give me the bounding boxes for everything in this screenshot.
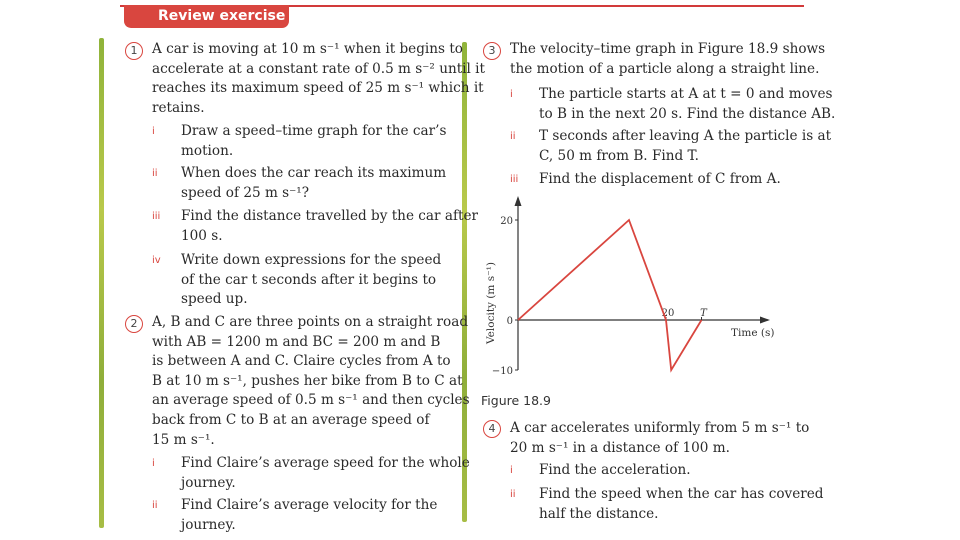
x-tick-label: T — [700, 308, 707, 319]
text-line: journey. — [181, 516, 236, 533]
text-line: 15 m s⁻¹. — [152, 431, 215, 448]
text-line: Find the speed when the car has covered — [539, 486, 824, 502]
text-line: retains. — [152, 99, 205, 116]
text-line: Find Claire’s average velocity for the — [181, 497, 438, 513]
text-line: to B in the next 20 s. Find the distance AB. — [539, 105, 836, 122]
velocity-time-graph — [478, 190, 778, 390]
y-axis-label: Velocity (m s⁻¹) — [485, 262, 497, 344]
question-2-part-ii — [181, 496, 437, 535]
question-2-text — [152, 313, 470, 450]
text-line: A car is moving at 10 m s⁻¹ when it begins to — [152, 41, 463, 57]
text-line: A, B and C are three points on a straight road — [152, 314, 469, 330]
text-line: The particle starts at A at t = 0 and moves — [539, 86, 833, 102]
text-line: Draw a speed–time graph for the car’s — [181, 123, 447, 139]
question-1-part-ii — [181, 164, 446, 203]
text-line: When does the car reach its maximum — [181, 165, 447, 181]
text-line: T seconds after leaving A the particle is at — [539, 128, 832, 144]
text-line: journey. — [181, 474, 236, 491]
part-label: i — [510, 89, 513, 100]
question-1-part-iii — [181, 207, 478, 246]
question-3-part-ii — [539, 127, 831, 166]
text-line: C, 50 m from B. Find T. — [539, 147, 699, 164]
part-label: iv — [152, 255, 161, 266]
text-line: The velocity–time graph in Figure 18.9 shows — [510, 41, 826, 57]
text-line: Find the distance travelled by the car after — [181, 208, 478, 224]
part-label: iii — [152, 211, 161, 222]
y-tick-label: 20 — [500, 216, 513, 227]
question-number-4: 4 — [483, 420, 501, 438]
x-axis-arrow-icon — [760, 317, 770, 324]
section-title: Review exercise — [124, 5, 289, 28]
part-label: iii — [510, 174, 519, 185]
text-line: 100 s. — [181, 227, 223, 244]
question-4-text — [510, 419, 809, 458]
question-4-part-ii — [539, 485, 824, 524]
part-label: ii — [152, 168, 158, 179]
text-line: half the distance. — [539, 505, 659, 522]
part-label: i — [510, 465, 513, 476]
question-4-part-i — [539, 461, 691, 481]
text-line: of the car t seconds after it begins to — [181, 271, 437, 288]
question-1-part-iv — [181, 251, 441, 310]
text-line: accelerate at a constant rate of 0.5 m s⁻² until it — [152, 60, 485, 77]
question-1-part-i — [181, 122, 446, 161]
question-3-part-iii — [539, 170, 781, 190]
text-line: B at 10 m s⁻¹, pushes her bike from B to C at — [152, 372, 463, 389]
text-line: an average speed of 0.5 m s⁻¹ and then cycles — [152, 392, 470, 409]
text-line: reaches its maximum speed of 25 m s⁻¹ which it — [152, 80, 484, 97]
text-line: speed up. — [181, 291, 248, 308]
question-3-part-i — [539, 85, 835, 124]
text-line: A car accelerates uniformly from 5 m s⁻¹ to — [510, 420, 810, 436]
question-number-3: 3 — [483, 42, 501, 60]
text-line: Find Claire’s average speed for the whole — [181, 455, 470, 471]
text-line: speed of 25 m s⁻¹? — [181, 184, 310, 201]
margin-stripe-left — [99, 38, 104, 528]
text-line: back from C to B at an average speed of — [152, 411, 430, 428]
y-tick-label: 0 — [506, 316, 513, 327]
text-line: with AB = 1200 m and BC = 200 m and B — [152, 333, 441, 350]
question-2-part-i — [181, 454, 470, 493]
part-label: ii — [510, 489, 516, 500]
text-line: Write down expressions for the speed — [181, 252, 442, 268]
y-tick-label: −10 — [491, 366, 513, 377]
text-line: motion. — [181, 142, 234, 159]
text-line: is between A and C. Claire cycles from A to — [152, 353, 451, 370]
part-label: ii — [152, 500, 158, 511]
x-axis-label: Time (s) — [731, 327, 775, 339]
text-line: the motion of a particle along a straight line. — [510, 60, 820, 77]
part-label: ii — [510, 131, 516, 142]
question-number-2: 2 — [125, 315, 143, 333]
velocity-series-line — [518, 220, 702, 370]
text-line: 20 m s⁻¹ in a distance of 100 m. — [510, 439, 730, 456]
x-tick-label: 20 — [661, 308, 675, 319]
figure-caption: Figure 18.9 — [481, 393, 551, 408]
question-3-text — [510, 40, 825, 79]
question-1-text — [152, 40, 485, 118]
text-line: Find the displacement of C from A. — [539, 171, 781, 187]
question-number-1: 1 — [125, 42, 143, 60]
part-label: i — [152, 458, 155, 469]
part-label: i — [152, 126, 155, 137]
text-line: Find the acceleration. — [539, 462, 691, 478]
y-axis-arrow-icon — [515, 196, 522, 206]
